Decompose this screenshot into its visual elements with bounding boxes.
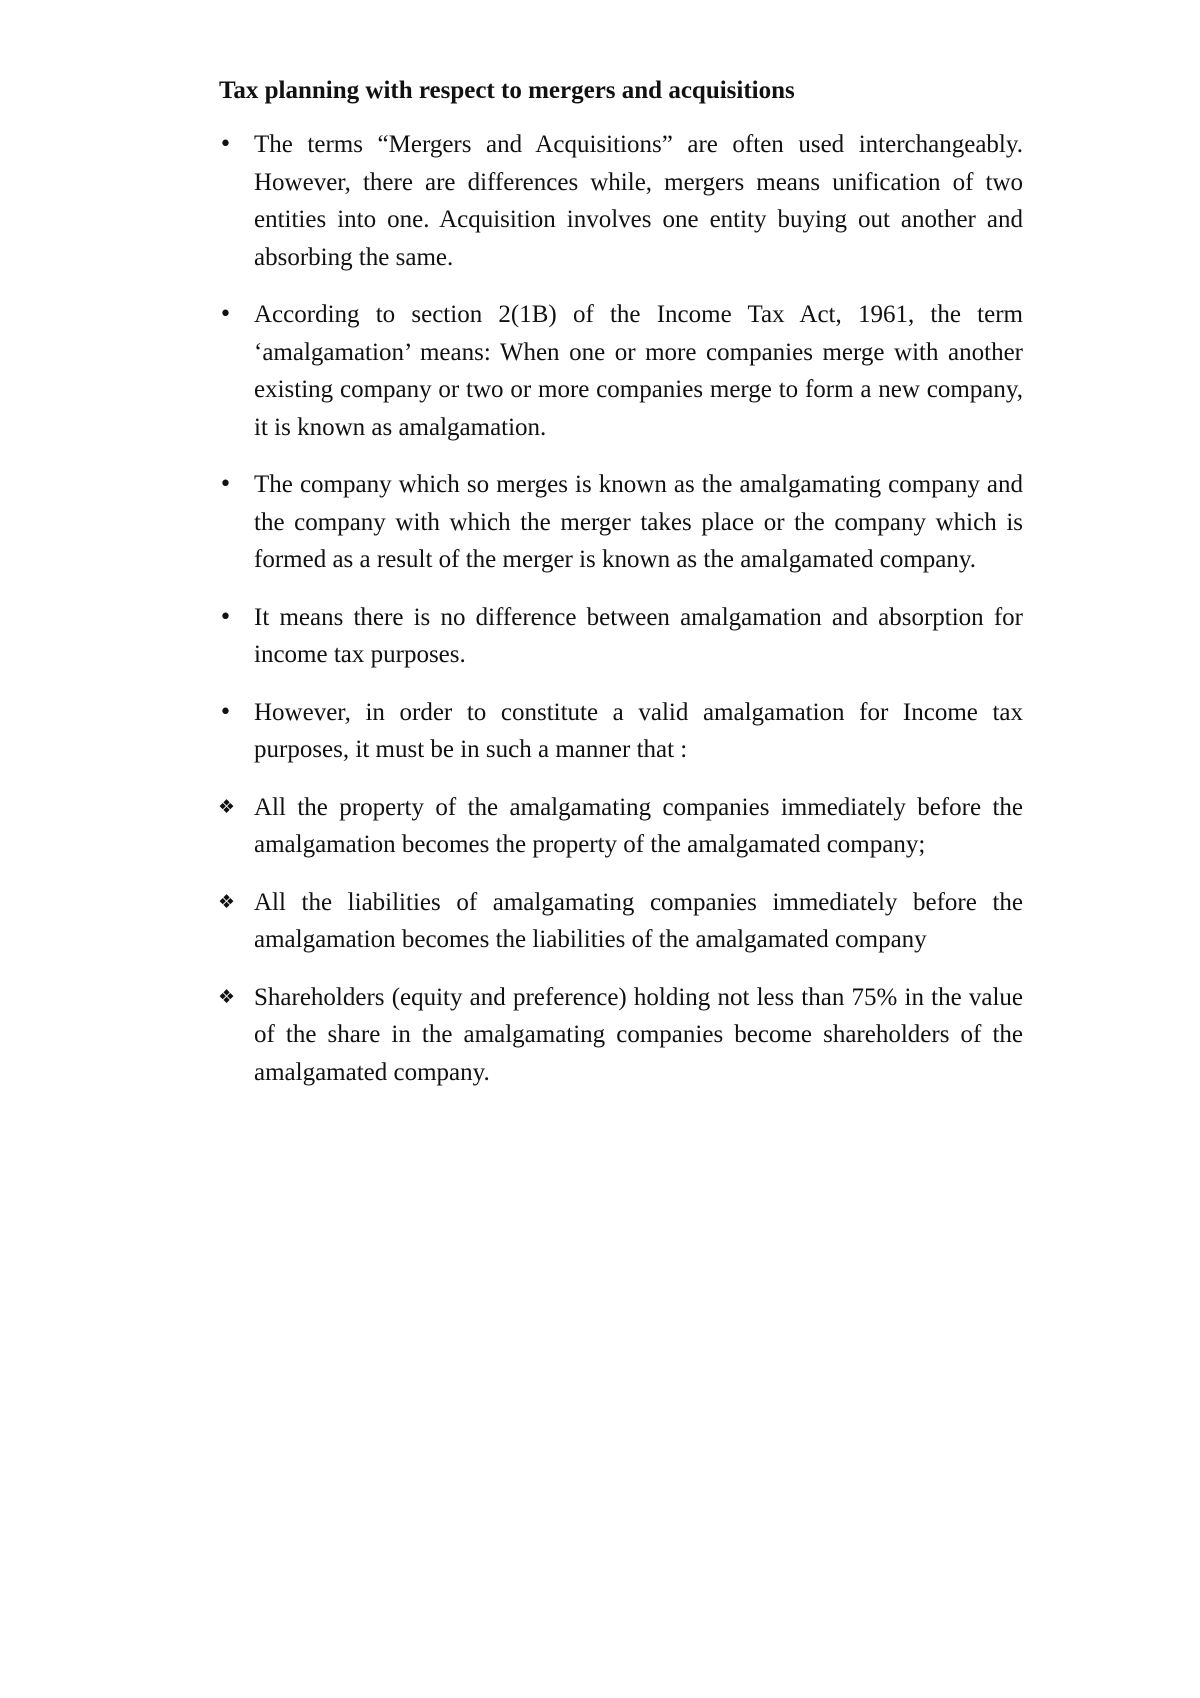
list-item [219, 884, 1023, 959]
bullet-icon: • [219, 472, 232, 497]
list-item [219, 694, 1023, 769]
list-item [219, 789, 1023, 864]
list-item [219, 979, 1023, 1092]
list-item-text: All the property of the amalgamating companies immediately before the amalgamation becomes the property of the amalgamated company; [254, 793, 1023, 858]
document-body [219, 74, 1023, 1111]
bullet-icon: • [219, 604, 232, 630]
bullet-icon: • [219, 699, 232, 725]
list-item-text: It means there is no difference between amalgamation and absorption for income tax purposes. [254, 603, 1023, 668]
list-item [219, 126, 1023, 276]
bullet-icon: • [219, 302, 232, 327]
bullet-icon: • [219, 132, 232, 157]
list-item-text: However, in order to constitute a valid amalgamation for Income tax purposes, it must be in such a manner that : [254, 698, 1023, 763]
list-item-text: All the liabilities of amalgamating companies immediately before the amalgamation becomes the liabilities of the amalgamated company [254, 888, 1023, 953]
document-title: Tax planning with respect to mergers and acquisitions [219, 77, 795, 104]
list-item-text: Shareholders (equity and preference) holding not less than 75% in the value of the share in the amalgamating companies become shareholders of the amalgamated company. [254, 983, 1023, 1086]
diamond-bullet-icon: ❖ [218, 795, 236, 818]
list-item [219, 466, 1023, 579]
list-item [219, 296, 1023, 446]
list-item-text: According to section 2(1B) of the Income Tax Act, 1961, the term ‘amalgamation’ means: When one or more companies merge with another existing company or two or more companies merge to form a new company, it is known as amalgamation. [254, 301, 1023, 441]
list-item [219, 599, 1023, 674]
list-item-text: The terms “Mergers and Acquisitions” are often used interchangeably. However, there are differences while, mergers means unification of two entities into one. Acquisition involves one entity buying out another and absorbing the same. [254, 131, 1023, 271]
diamond-bullet-icon: ❖ [218, 985, 236, 1008]
list-item-text: The company which so merges is known as the amalgamating company and the company with which the merger takes place or the company which is formed as a result of the merger is known as the amalgamated company. [254, 471, 1023, 573]
diamond-bullet-icon: ❖ [218, 890, 236, 913]
